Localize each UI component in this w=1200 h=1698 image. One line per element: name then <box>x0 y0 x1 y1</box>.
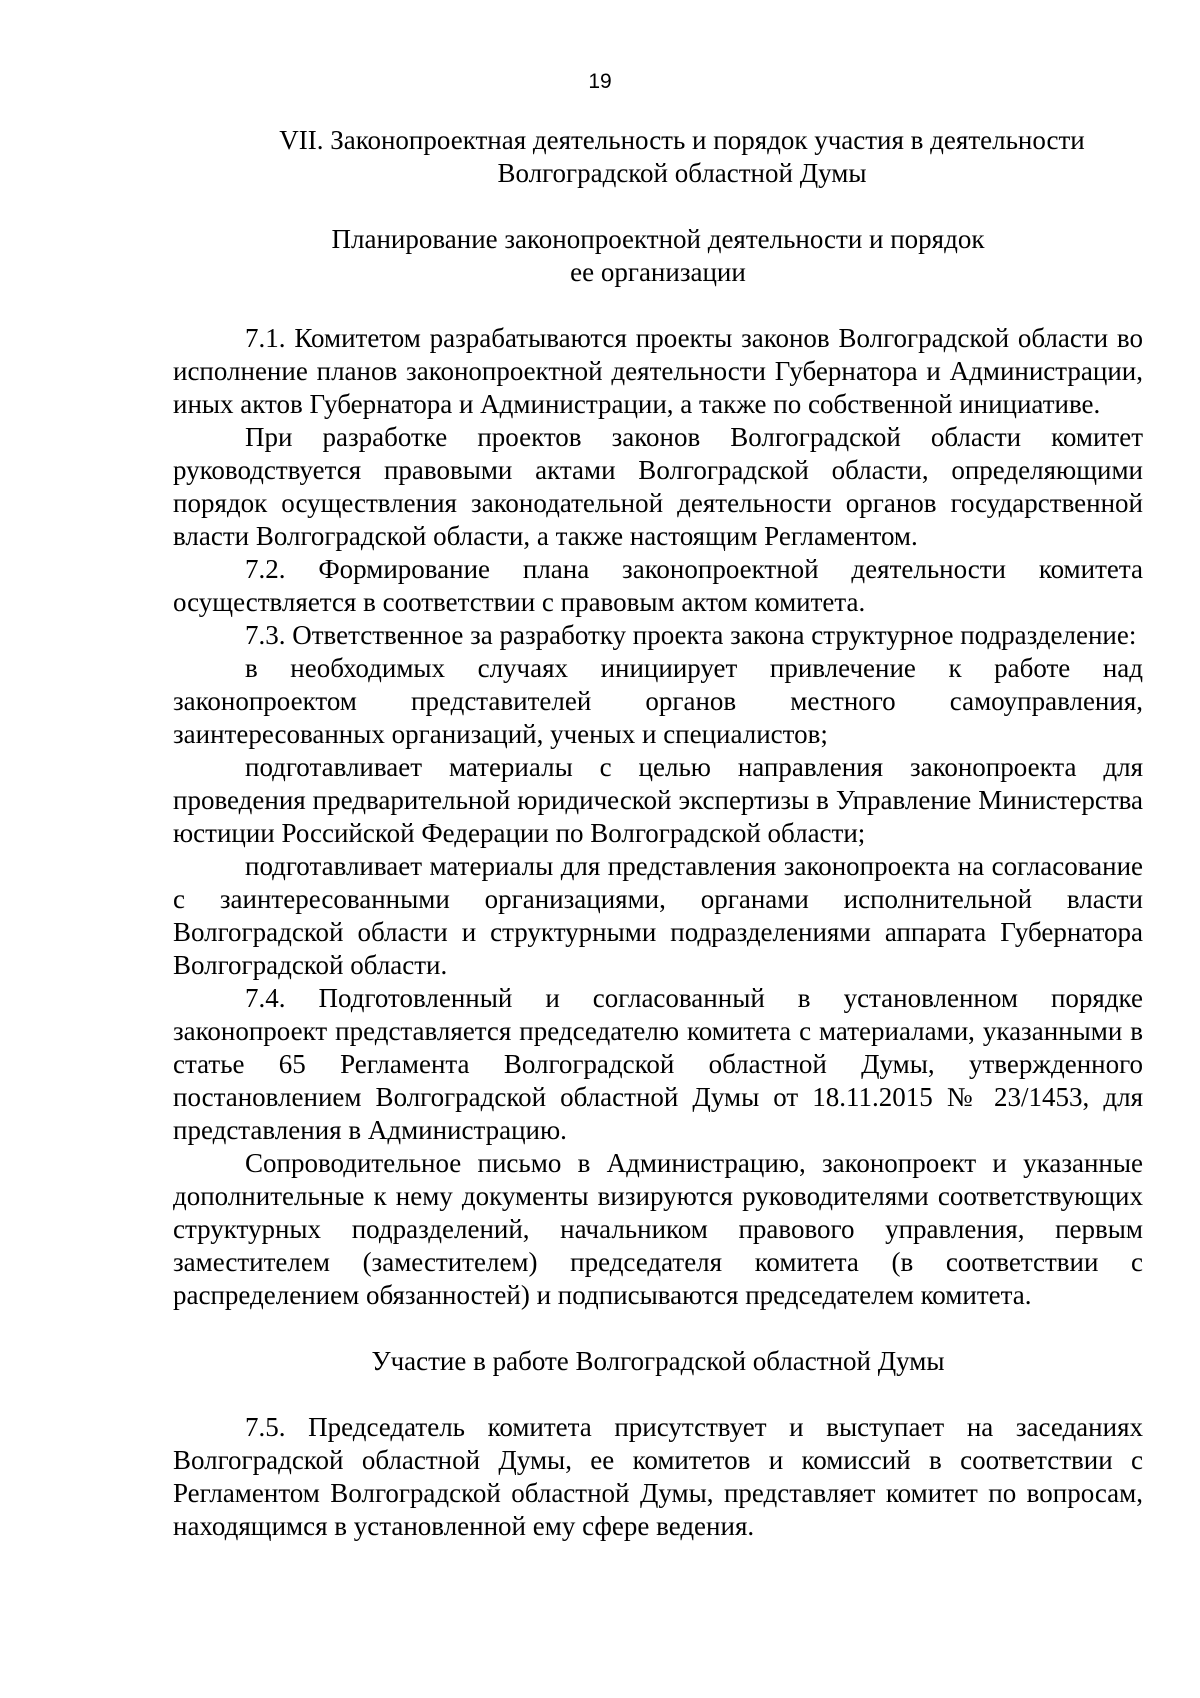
chapter-title <box>221 124 1143 190</box>
paragraph-7-3-item-1: в необходимых случаях инициирует привлечение к работе над законопроектом представителей органов местного самоуправления, заинтересованных организаций, ученых и специалистов; <box>173 653 1143 749</box>
page-number: 19 <box>588 70 612 93</box>
section-title-duma-participation: Участие в работе Волгоградской областной Думы <box>371 1346 945 1376</box>
paragraph-7-3-item-3: подготавливает материалы для представления законопроекта на согласование с заинтересованными организациями, органами исполнительной власти Волгоградской области и структурными подразделениями аппарата Губернатора Волгоградской области. <box>173 851 1143 980</box>
chapter-title-line-2: Волгоградской областной Думы <box>497 158 867 188</box>
chapter-title-line-1: VII. Законопроектная деятельность и порядок участия в деятельности <box>279 125 1085 155</box>
section-title-planning-line-2: ее организации <box>570 257 746 287</box>
paragraph-7-2: 7.2. Формирование плана законопроектной деятельности комитета осуществляется в соответствии с правовым актом комитета. <box>173 554 1143 617</box>
paragraph-7-3: 7.3. Ответственное за разработку проекта закона структурное подразделение: <box>245 620 1137 650</box>
paragraph-7-3-item-2: подготавливает материалы с целью направления законопроекта для проведения предварительной юридической экспертизы в Управление Министерства юстиции Российской Федерации по Волгоградской области; <box>173 752 1143 848</box>
paragraph-7-4-continued: Сопроводительное письмо в Администрацию, законопроект и указанные дополнительные к нему документы визируются руководителями соответствующих структурных подразделений, начальником правового управления, первым заместителем (заместителем) председателя комитета (в соответствии с распределением обязанностей) и подписываются председателем комитета. <box>173 1148 1143 1310</box>
paragraph-7-1-continued: При разработке проектов законов Волгоградской области комитет руководствуется правовыми актами Волгоградской области, определяющими порядок осуществления законодательной деятельности органов государственной власти Волгоградской области, а также настоящим Регламентом. <box>173 422 1143 551</box>
section-title-planning-line-1: Планирование законопроектной деятельности и порядок <box>331 224 985 254</box>
paragraph-7-5: 7.5. Председатель комитета присутствует и выступает на заседаниях Волгоградской областной Думы, ее комитетов и комиссий в соответствии с Регламентом Волгоградской областной Думы, представляет комитет по вопросам, находящимся в установленной ему сфере ведения. <box>173 1412 1143 1541</box>
paragraph-7-4: 7.4. Подготовленный и согласованный в установленном порядке законопроект представляется председателю комитета с материалами, указанными в статье 65 Регламента Волгоградской областной Думы, утвержденного постановлением Волгоградской областной Думы от 18.11.2015 № 23/1453, для представления в Администрацию. <box>173 983 1143 1145</box>
paragraph-7-1: 7.1. Комитетом разрабатываются проекты законов Волгоградской области во исполнение планов законопроектной деятельности Губернатора и Администрации, иных актов Губернатора и Администрации, а также по собственной инициативе. <box>173 323 1143 419</box>
section-title-planning <box>173 223 1143 289</box>
page-content <box>173 124 1143 1543</box>
